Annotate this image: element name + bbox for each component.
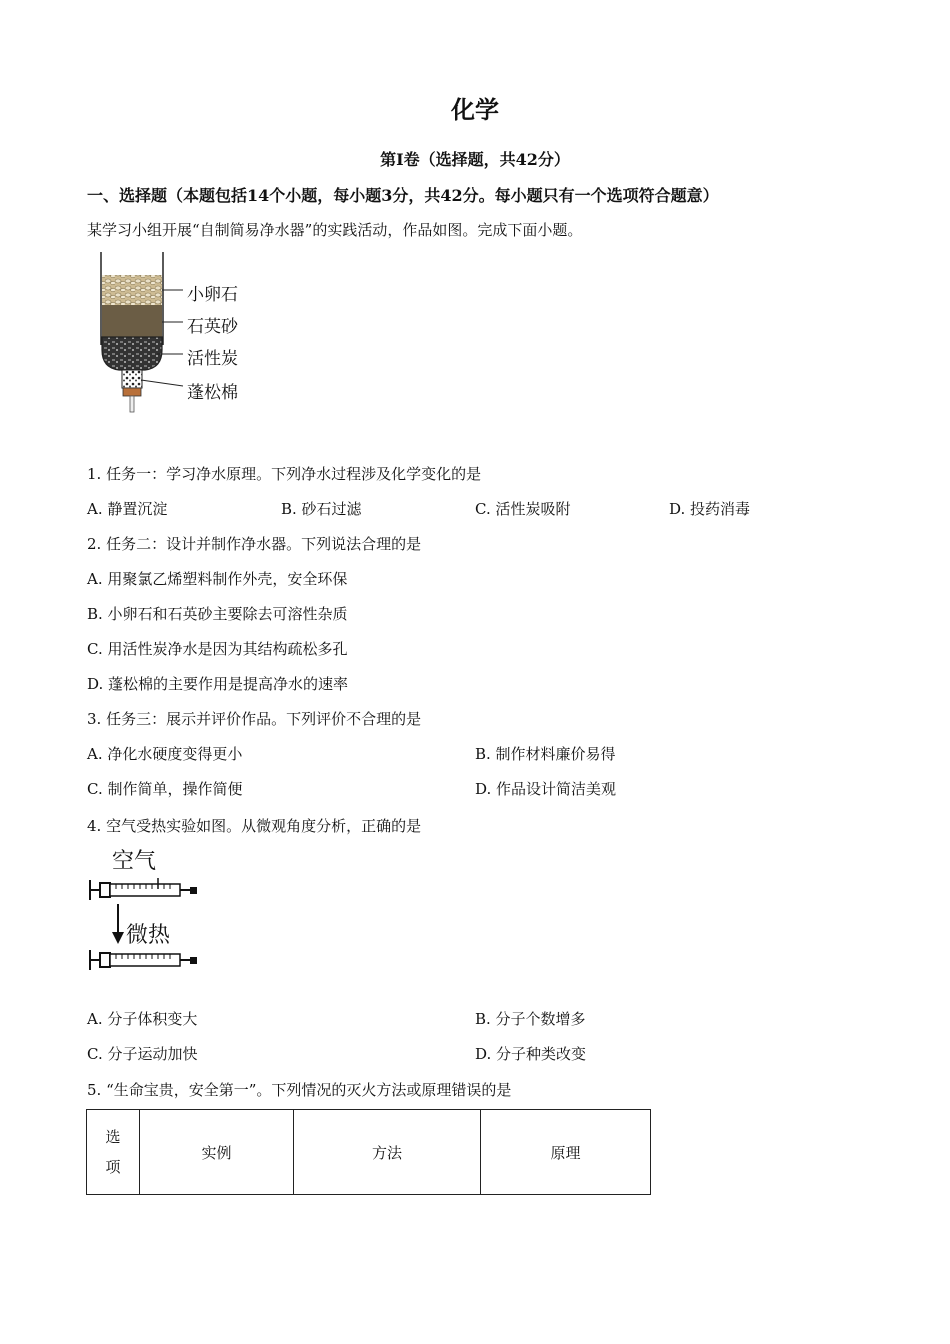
question-2-option-b[interactable]: B. 小卵石和石英砂主要除去可溶性杂质 xyxy=(87,605,348,623)
water-filter-diagram xyxy=(95,250,265,420)
question-1-option-d[interactable]: D. 投药消毒 xyxy=(669,500,751,518)
question-3-option-c[interactable]: C. 制作简单，操作简便 xyxy=(87,780,243,798)
question-2-option-a[interactable]: A. 用聚氯乙烯塑料制作外壳，安全环保 xyxy=(87,570,348,588)
question-1-option-b[interactable]: B. 砂石过滤 xyxy=(281,500,362,518)
question-3-option-a[interactable]: A. 净化水硬度变得更小 xyxy=(87,745,243,763)
label-quartz-sand: 石英砂 xyxy=(187,317,238,337)
table-header-example: 实例 xyxy=(140,1110,294,1195)
table-header-principle: 原理 xyxy=(481,1110,651,1195)
table-header-option-line2: 项 xyxy=(105,1158,121,1176)
question-3-option-b[interactable]: B. 制作材料廉价易得 xyxy=(475,745,616,763)
question-2-option-c[interactable]: C. 用活性炭净水是因为其结构疏松多孔 xyxy=(87,640,348,658)
label-pebble: 小卵石 xyxy=(187,285,238,305)
question-5-stem: 5. “生命宝贵，安全第一”。下列情况的灭火方法或原理错误的是 xyxy=(87,1081,512,1099)
question-1-stem: 1. 任务一：学习净水原理。下列净水过程涉及化学变化的是 xyxy=(87,465,482,483)
syringe-top xyxy=(90,878,197,900)
label-cotton: 蓬松棉 xyxy=(187,383,238,403)
question-3-option-d[interactable]: D. 作品设计简洁美观 xyxy=(475,780,617,798)
syringe-bottom xyxy=(90,950,197,970)
syringe-label-air: 空气 xyxy=(112,849,157,874)
table-header-option-line1: 选 xyxy=(105,1128,121,1146)
page-title: 化学 xyxy=(451,95,499,124)
table-header-option xyxy=(87,1110,140,1195)
question-4-option-b[interactable]: B. 分子个数增多 xyxy=(475,1010,586,1028)
intro-text: 某学习小组开展“自制简易净水器”的实践活动，作品如图。完成下面小题。 xyxy=(87,221,583,239)
question-1-option-c[interactable]: C. 活性炭吸附 xyxy=(475,500,571,518)
syringe-figure xyxy=(86,842,206,977)
question-5-table xyxy=(86,1109,651,1195)
question-4-option-c[interactable]: C. 分子运动加快 xyxy=(87,1045,198,1063)
question-2-option-d[interactable]: D. 蓬松棉的主要作用是提高净水的速率 xyxy=(87,675,349,693)
label-activated-carbon: 活性炭 xyxy=(187,349,238,369)
question-2-stem: 2. 任务二：设计并制作净水器。下列说法合理的是 xyxy=(87,535,422,553)
syringe-label-heat: 微热 xyxy=(126,923,171,948)
question-4-stem: 4. 空气受热实验如图。从微观角度分析，正确的是 xyxy=(87,817,422,835)
question-4-option-d[interactable]: D. 分子种类改变 xyxy=(475,1045,587,1063)
question-4-option-a[interactable]: A. 分子体积变大 xyxy=(87,1010,198,1028)
table-header-method: 方法 xyxy=(294,1110,481,1195)
water-filter-figure xyxy=(95,250,265,420)
question-3-stem: 3. 任务三：展示并评价作品。下列评价不合理的是 xyxy=(87,710,422,728)
section-heading: 一、选择题（本题包括14个小题，每小题3分，共42分。每小题只有一个选项符合题意） xyxy=(87,186,719,205)
volume-subtitle: 第I卷（选择题，共42分） xyxy=(380,150,570,169)
table-header-row xyxy=(87,1110,651,1195)
question-1-option-a[interactable]: A. 静置沉淀 xyxy=(87,500,168,518)
